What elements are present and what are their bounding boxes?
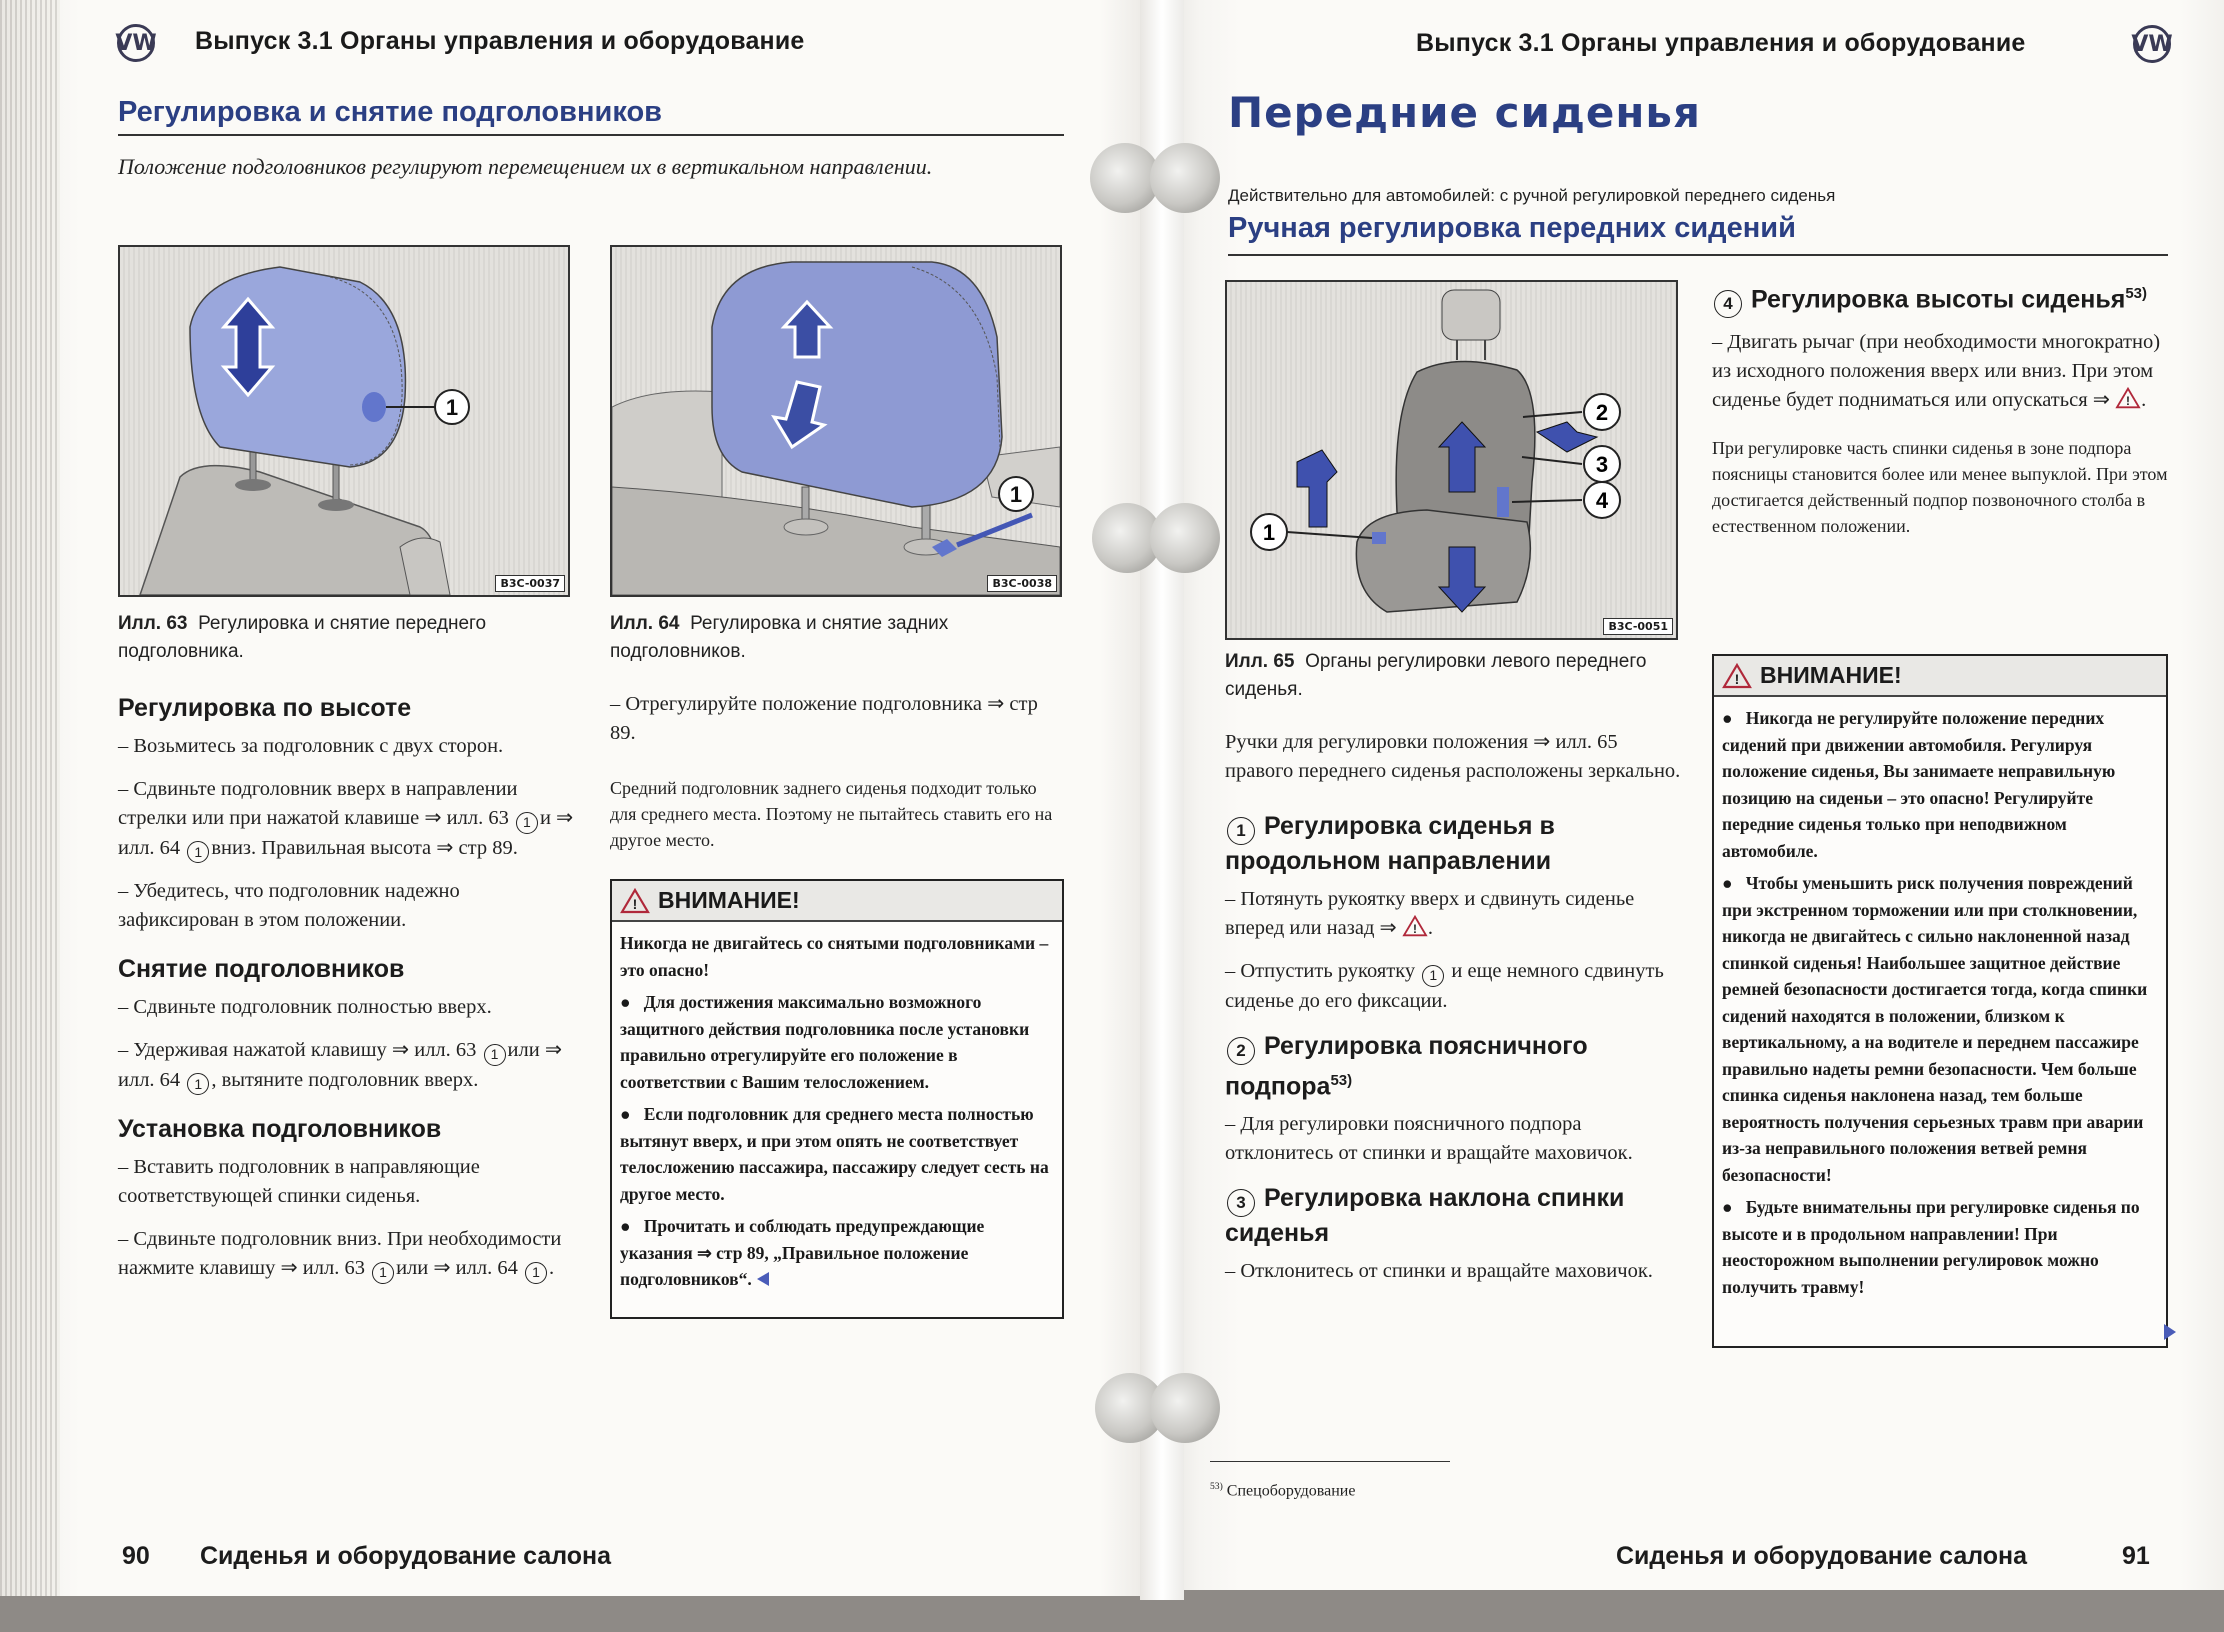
heading-lumbar	[1225, 1030, 1685, 1102]
lumbar-note: При регулировке часть спинки сиденья в зоне подпора поясницы становится более или менее выпуклой. При этом достигается действенный подпор позвоночного столба в естественном положении.	[1712, 438, 2168, 537]
bullet-text: Чтобы уменьшить риск получения повреждений при экстренном торможении или при столкновении, никогда не двигайтесь с сильно наклоненной назад спинкой сиденья! Наибольшее защитное действие ремней безопасности достигается тогда, когда спинки сидений находятся в положении, близком к вертикальному, а на водителе и переднем пассажире правильно надеты ремни безопасности. Чем больше спинка сиденья наклонена назад, тем больше вероятность получения серьезных травм при аварии из-за неправильного положения ветвей ремня безопасности!	[1722, 873, 2148, 1185]
step-text: – Сдвиньте подголовник вниз. При необходимости нажмите клавишу ⇒ илл. 63	[118, 1228, 562, 1279]
svg-text:!: !	[1412, 921, 1417, 936]
step-text: – Удерживая нажатой клавишу ⇒ илл. 63	[118, 1039, 477, 1061]
right-column-1	[1225, 728, 1685, 1300]
step-text: или ⇒ илл. 64	[118, 1039, 563, 1091]
footer-title: Сиденья и оборудование салона	[200, 1542, 612, 1570]
heading-backrest	[1225, 1182, 1685, 1249]
callout-icon: 3	[1227, 1189, 1255, 1217]
height-step-3: – Убедитесь, что подголовник надежно зафиксирован в этом положении.	[118, 880, 460, 931]
warning-bullet: ● Чтобы уменьшить риск получения повреждений при экстренном торможении или при столкновении, никогда не двигайтесь с сильно наклоненной назад спинкой сиденья! Наибольшее защитное действие ремней безопасности достигается тогда, когда спинки сидений находятся в положении, близком к вертикальному, а на водителе и переднем пассажире правильно надеты ремни безопасности. Чем больше спинка сиденья наклонена назад, тем больше вероятность получения серьезных травм при аварии из-за неправильного положения ветвей ремня безопасности!	[1722, 873, 2148, 1185]
vw-logo-icon: VW	[117, 24, 155, 62]
running-header: Выпуск 3.1 Органы управления и оборудование	[1416, 29, 2026, 57]
callout-1-icon: 1	[1422, 965, 1444, 987]
title-rule	[118, 134, 1064, 136]
right-column-2	[1712, 278, 2172, 539]
warning-box	[1712, 654, 2168, 1348]
binder-hole	[1150, 503, 1220, 573]
warning-triangle-icon	[1722, 663, 1752, 689]
caption-text: Регулировка и снятие задних подголовников.	[610, 613, 949, 662]
running-header: Выпуск 3.1 Органы управления и оборудование	[195, 27, 805, 55]
fig65-callout-1: 1	[1262, 520, 1276, 545]
figure-64-caption	[610, 610, 1060, 666]
section-title: Ручная регулировка передних сидений	[1228, 212, 1796, 244]
callout-1-icon: 1	[187, 1073, 209, 1095]
fig65-callout-4: 4	[1595, 488, 1609, 513]
handles-text: Ручки для регулировки положения ⇒ илл. 65 правого переднего сиденья расположены зеркально.	[1225, 731, 1681, 782]
warning-bullet: ● Будьте внимательны при регулировке сиденья по высоте и в продольном направлении! При неосторожном выполнении регулировок можно получить травму!	[1722, 1197, 2140, 1297]
warning-bullet: ● Никогда не регулируйте положение передних сидений при движении автомобиля. Регулируя положение сиденья, Вы занимаете неправильную позицию на сиденьи – это опасно! Регулируйте передние сиденья только при неподвижном автомобиле.	[1722, 708, 2116, 861]
s3-step-1: – Отклонитесь от спинки и вращайте маховичок.	[1225, 1259, 1653, 1282]
heading-height: Регулировка по высоте	[118, 694, 412, 722]
headrest-rear-illustration	[612, 247, 1060, 595]
end-of-section-arrow-icon	[756, 1271, 770, 1287]
warning-title: ВНИМАНИЕ!	[1760, 662, 1902, 688]
continue-arrow-icon	[2162, 1322, 2178, 1342]
section-title: Регулировка и снятие подголовников	[118, 96, 662, 128]
figure-code: B3C-0037	[495, 575, 565, 592]
install-step-2	[118, 1225, 578, 1284]
callout-icon: 1	[1227, 817, 1255, 845]
svg-text:!: !	[1734, 670, 1740, 687]
page-number: 90	[122, 1542, 150, 1570]
heading-removal: Снятие подголовников	[118, 955, 405, 983]
bullet-text: Прочитать и соблюдать предупреждающие указания ⇒ стр 89, „Правильное положение подголовников“.	[620, 1216, 985, 1289]
heading-text: Регулировка высоты сиденья	[1750, 285, 2126, 314]
binder-hole	[1150, 1373, 1220, 1443]
figure-65-caption	[1225, 648, 1675, 704]
fig65-callout-3: 3	[1595, 452, 1609, 477]
figure-65	[1225, 280, 1678, 640]
step-text: – Потянуть рукоятку вверх и сдвинуть сиденье вперед или назад ⇒	[1225, 888, 1635, 939]
install-step-1: – Вставить подголовник в направляющие соответствующей спинки сиденья.	[118, 1156, 480, 1207]
warning-triangle-icon	[2115, 387, 2141, 409]
figure-63-caption	[118, 610, 568, 666]
footnote-text: Спецоборудование	[1226, 1482, 1356, 1500]
figure-code: B3C-0051	[1603, 618, 1673, 635]
footer-title: Сиденья и оборудование салона	[1616, 1542, 2028, 1570]
removal-step-1: – Сдвиньте подголовник полностью вверх.	[118, 996, 492, 1018]
callout-1-icon: 1	[372, 1262, 394, 1284]
warning-title: ВНИМАНИЕ!	[658, 887, 800, 913]
intro-text: Положение подголовников регулируют перемещением их в вертикальном направлении.	[118, 154, 933, 179]
figure-label: Илл. 65	[1225, 651, 1295, 672]
heading-text: Регулировка наклона спинки сиденья	[1225, 1183, 1625, 1247]
right-page	[1160, 0, 2224, 1590]
validity-note: Действительно для автомобилей: с ручной регулировкой переднего сиденья	[1228, 186, 1836, 205]
footnote-mark: 53)	[1210, 1481, 1223, 1492]
column-2-step: – Отрегулируйте положение подголовника ⇒ стр 89.	[610, 693, 1038, 744]
heading-install: Установка подголовников	[118, 1115, 442, 1143]
bullet-text: Будьте внимательны при регулировке сиденья по высоте и в продольном направлении! При неосторожном выполнении регулировок можно получить травму!	[1722, 1197, 2140, 1297]
figure-label: Илл. 63	[118, 613, 188, 634]
step-text: вниз. Правильная высота ⇒ стр 89.	[211, 836, 518, 859]
step-text: или ⇒ илл. 64	[396, 1257, 518, 1279]
heading-text: Регулировка поясничного подпора	[1225, 1031, 1588, 1100]
warning-triangle-icon	[1402, 915, 1428, 937]
height-step-1: – Возьмитесь за подголовник с двух сторон.	[118, 735, 504, 757]
height-step-2	[118, 775, 578, 863]
footnote	[1210, 1474, 1355, 1504]
figure-label: Илл. 64	[610, 613, 680, 634]
callout-icon: 2	[1227, 1037, 1255, 1065]
heading-longitudinal	[1225, 810, 1685, 877]
bullet-text: Для достижения максимально возможного защитного действия подголовника после установки правильно отрегулируйте его положение в соответствии с Вашим телосложением.	[620, 992, 1030, 1092]
callout-1-icon: 1	[187, 841, 209, 863]
footnote-ref: 53)	[2125, 285, 2148, 302]
fig64-callout: 1	[1009, 482, 1023, 507]
removal-step-2	[118, 1036, 578, 1095]
title-rule	[1228, 254, 2168, 256]
step-text: – Отпустить рукоятку	[1225, 960, 1416, 982]
warning-bullet: ● Для достижения максимально возможного защитного действия подголовника после установки правильно отрегулируйте его положение в соответствии с Вашим телосложением.	[620, 992, 1030, 1092]
figure-code: B3C-0038	[987, 575, 1057, 592]
warning-box	[610, 879, 1064, 1319]
fig65-callout-2: 2	[1595, 400, 1609, 425]
footnote-ref: 53)	[1330, 1071, 1353, 1089]
page-edges	[0, 0, 60, 1596]
footnote-rule	[1210, 1461, 1450, 1462]
s1-step-2	[1225, 957, 1685, 1016]
warning-header	[612, 881, 1062, 922]
svg-text:!: !	[632, 895, 638, 912]
s1-step-1: – Потянуть рукоятку вверх и сдвинуть сиденье вперед или назад ⇒ ! .	[1225, 888, 1635, 939]
step-text: и еще немного сдвинуть сиденье до его фиксации.	[1225, 960, 1664, 1012]
bullet-text: Никогда не регулируйте положение передних сидений при движении автомобиля. Регулируя положение сиденья, Вы занимаете неправильную позицию на сиденьи – это опасно! Регулируйте передние сиденья только при неподвижном автомобиле.	[1722, 708, 2116, 861]
step-text: , вытяните подголовник вверх.	[211, 1068, 479, 1091]
s2-step-1: – Для регулировки поясничного подпора отклонитесь от спинки и вращайте маховичок.	[1225, 1112, 1633, 1164]
warning-header	[1714, 656, 2166, 697]
warning-bullet: ● Прочитать и соблюдать предупреждающие указания ⇒ стр 89, „Правильное положение подголовников“.	[620, 1216, 985, 1289]
book-spine	[1140, 0, 1184, 1600]
callout-icon: 4	[1714, 290, 1742, 318]
warning-lead: Никогда не двигайтесь со снятыми подголовниками – это опасно!	[620, 933, 1049, 980]
callout-1-icon: 1	[516, 812, 538, 834]
figure-63	[118, 245, 570, 597]
vw-logo-icon: VW	[2133, 25, 2171, 63]
figure-64	[610, 245, 1062, 597]
column-2-note: Средний подголовник заднего сиденья подходит только для среднего места. Поэтому не пытайтесь ставить его на другое место.	[610, 778, 1053, 850]
callout-1-icon: 1	[525, 1262, 547, 1284]
main-title: Передние сиденья	[1228, 88, 1701, 137]
seat-illustration	[1227, 282, 1676, 638]
binder-hole	[1150, 143, 1220, 213]
svg-text:!: !	[2126, 394, 2131, 409]
s4-step-1: – Двигать рычаг (при необходимости многократно) из исходного положения вверх или вниз. При этом сиденье будет подниматься или опускаться ⇒ ! .	[1712, 331, 2161, 412]
fig63-callout: 1	[445, 395, 459, 420]
page-number: 91	[2122, 1542, 2150, 1570]
heading-seat-height	[1712, 278, 2172, 318]
caption-text: Регулировка и снятие переднего подголовника.	[118, 613, 487, 662]
headrest-front-illustration	[120, 247, 568, 595]
step-text: – Сдвиньте подголовник вверх в направлении стрелки или при нажатой клавише ⇒ илл. 63	[118, 778, 518, 829]
bullet-text: Если подголовник для среднего места полностью вытянут вверх, и при этом опять не соответствует телосложению пассажира, пассажиру следует сесть на другое место.	[620, 1104, 1049, 1204]
step-text: .	[548, 1257, 555, 1279]
heading-text: Регулировка сиденья в продольном направлении	[1225, 812, 1555, 875]
step-text: – Двигать рычаг (при необходимости многократно) из исходного положения вверх или вниз. При этом сиденье будет подниматься или опускаться ⇒	[1712, 331, 2161, 412]
step-text: и ⇒ илл. 64	[118, 807, 574, 859]
warning-bullet: ● Если подголовник для среднего места полностью вытянут вверх, и при этом опять не соответствует телосложению пассажира, пассажиру следует сесть на другое место.	[620, 1104, 1049, 1204]
callout-1-icon: 1	[484, 1044, 506, 1066]
left-column	[118, 692, 578, 1298]
caption-text: Органы регулировки левого переднего сиденья.	[1225, 651, 1647, 700]
warning-triangle-icon	[620, 888, 650, 914]
